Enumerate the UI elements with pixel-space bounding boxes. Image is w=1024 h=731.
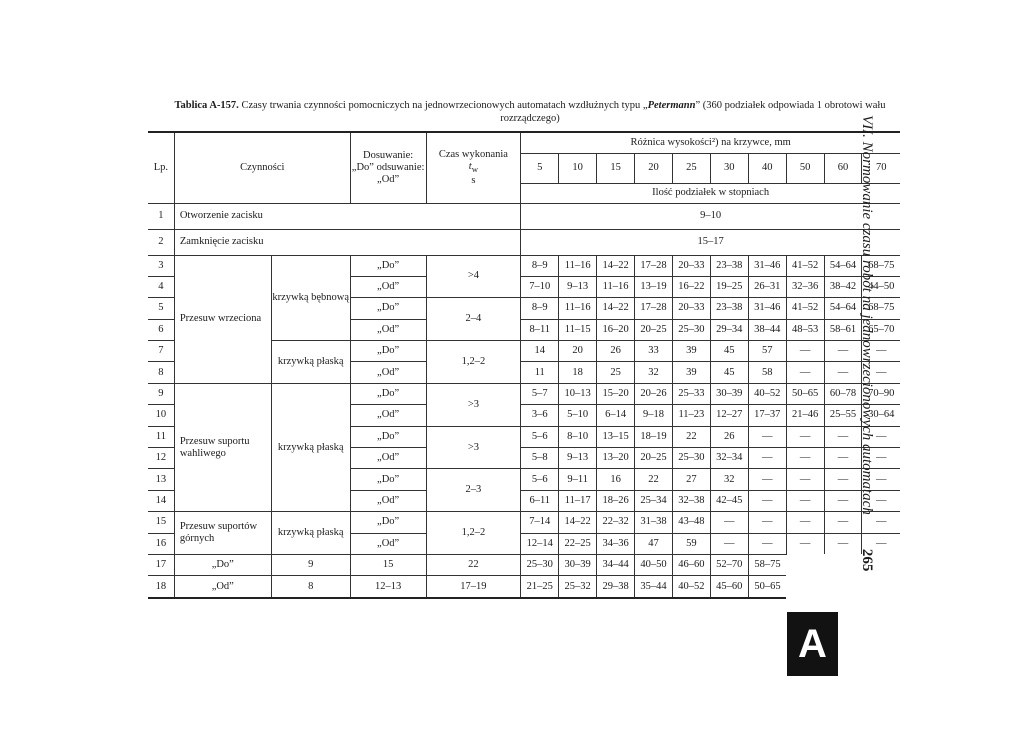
degree-value: 45–60 bbox=[710, 576, 748, 598]
degree-value: — bbox=[748, 426, 786, 447]
degree-value: 22 bbox=[635, 469, 673, 490]
degree-value: — bbox=[862, 533, 900, 554]
time-value: 1,2–2 bbox=[426, 512, 521, 555]
degree-value: 12–14 bbox=[521, 533, 559, 554]
degree-value: 7–10 bbox=[521, 276, 559, 297]
degree-value: 25–33 bbox=[672, 383, 710, 404]
time-value: >4 bbox=[426, 255, 521, 298]
row-number: 17 bbox=[148, 554, 174, 575]
operation-group: Przesuw suportu wahliwego bbox=[174, 383, 271, 511]
header-height-25: 25 bbox=[672, 153, 710, 183]
degree-value: 70–90 bbox=[862, 383, 900, 404]
header-height-70: 70 bbox=[862, 153, 900, 183]
degree-value: 23–38 bbox=[710, 255, 748, 276]
operation-name: Otworzenie zacisku bbox=[174, 203, 520, 229]
degree-value: 58–61 bbox=[824, 319, 862, 340]
span-value: 9–10 bbox=[521, 203, 900, 229]
degree-value: 30–39 bbox=[559, 554, 597, 575]
degree-value: 12–13 bbox=[350, 576, 426, 598]
degree-value: 8–9 bbox=[521, 298, 559, 319]
degree-value: 27 bbox=[672, 469, 710, 490]
header-czas-symbol: t bbox=[468, 160, 472, 172]
row-number: 1 bbox=[148, 203, 174, 229]
degree-value: — bbox=[862, 341, 900, 362]
degree-value: 11–15 bbox=[559, 319, 597, 340]
caption-text-after: ” (360 podziałek odpowiada 1 obrotowi wału rozrządczego) bbox=[500, 100, 886, 124]
degree-value: 34–36 bbox=[597, 533, 635, 554]
degree-value: — bbox=[786, 426, 824, 447]
header-height-5: 5 bbox=[521, 153, 559, 183]
direction: „Od” bbox=[174, 576, 271, 598]
degree-value: 31–46 bbox=[748, 255, 786, 276]
degree-value: 29–34 bbox=[710, 319, 748, 340]
table-number: Tablica A-157. bbox=[174, 100, 239, 111]
degree-value: — bbox=[786, 533, 824, 554]
degree-value: 54–64 bbox=[824, 255, 862, 276]
direction: „Od” bbox=[350, 405, 426, 426]
degree-value: 5–10 bbox=[559, 405, 597, 426]
degree-value: 59 bbox=[672, 533, 710, 554]
degree-value: — bbox=[824, 448, 862, 469]
degree-value: 5–6 bbox=[521, 469, 559, 490]
degree-value: 11–16 bbox=[559, 298, 597, 319]
direction: „Od” bbox=[350, 276, 426, 297]
degree-value: 14–22 bbox=[597, 298, 635, 319]
span-value: 15–17 bbox=[521, 229, 900, 255]
degree-value: — bbox=[710, 533, 748, 554]
table-row bbox=[148, 203, 900, 229]
table-row bbox=[148, 255, 900, 276]
row-number: 2 bbox=[148, 229, 174, 255]
row-number: 15 bbox=[148, 512, 174, 533]
degree-value: 25–34 bbox=[635, 490, 673, 511]
degree-value: 16 bbox=[597, 469, 635, 490]
degree-value: 30–64 bbox=[862, 405, 900, 426]
direction: „Do” bbox=[350, 426, 426, 447]
degree-value: 48–53 bbox=[786, 319, 824, 340]
degree-value: 21–46 bbox=[786, 405, 824, 426]
row-number: 16 bbox=[148, 533, 174, 554]
degree-value: 17–28 bbox=[635, 255, 673, 276]
degree-value: 33 bbox=[635, 341, 673, 362]
degree-value: 20–33 bbox=[672, 298, 710, 319]
degree-value: 17–19 bbox=[426, 576, 521, 598]
degree-value: 18–19 bbox=[635, 426, 673, 447]
degree-value: 60–78 bbox=[824, 383, 862, 404]
table-row bbox=[148, 512, 900, 533]
running-header bbox=[854, 115, 880, 655]
direction: „Od” bbox=[350, 448, 426, 469]
time-value: >3 bbox=[426, 383, 521, 426]
degree-value: 22–25 bbox=[559, 533, 597, 554]
header-czynnosci: Czynności bbox=[174, 132, 350, 203]
degree-value: 40–50 bbox=[635, 554, 673, 575]
degree-value: 44–50 bbox=[862, 276, 900, 297]
degree-value: 22–32 bbox=[597, 512, 635, 533]
degree-value: 11–16 bbox=[597, 276, 635, 297]
degree-value: 21–25 bbox=[521, 576, 559, 598]
degree-value: — bbox=[824, 362, 862, 383]
degree-value: 40–52 bbox=[748, 383, 786, 404]
degree-value: — bbox=[824, 512, 862, 533]
degree-value: 11–23 bbox=[672, 405, 710, 426]
degree-value: 43–48 bbox=[672, 512, 710, 533]
row-number: 13 bbox=[148, 469, 174, 490]
degree-value: 42–45 bbox=[710, 490, 748, 511]
degree-value: 9 bbox=[271, 554, 350, 575]
degree-value: 25–30 bbox=[672, 319, 710, 340]
degree-value: 68–75 bbox=[862, 255, 900, 276]
degree-value: 16–20 bbox=[597, 319, 635, 340]
table-row bbox=[148, 554, 900, 575]
direction: „Od” bbox=[350, 490, 426, 511]
row-number: 4 bbox=[148, 276, 174, 297]
degree-value: — bbox=[748, 512, 786, 533]
degree-value: 31–46 bbox=[748, 298, 786, 319]
degree-value: — bbox=[824, 490, 862, 511]
header-height-10: 10 bbox=[559, 153, 597, 183]
degree-value: 18 bbox=[559, 362, 597, 383]
caption-text-before: Czasy trwania czynności pomocniczych na jednowrzecionowych automatach wzdłużnych typu „ bbox=[241, 100, 648, 111]
degree-value: 9–11 bbox=[559, 469, 597, 490]
time-value: 2–3 bbox=[426, 469, 521, 512]
degree-value: 32–34 bbox=[710, 448, 748, 469]
degree-value: — bbox=[786, 362, 824, 383]
header-dosuwanie: Dosuwanie: „Do” odsuwanie: „Od” bbox=[350, 132, 426, 203]
degree-value: 19–25 bbox=[710, 276, 748, 297]
degree-value: — bbox=[748, 490, 786, 511]
degree-value: 54–64 bbox=[824, 298, 862, 319]
degree-value: 58–75 bbox=[748, 554, 786, 575]
degree-value: 25 bbox=[597, 362, 635, 383]
degree-value: 32 bbox=[710, 469, 748, 490]
degree-value: 16–22 bbox=[672, 276, 710, 297]
degree-value: — bbox=[862, 426, 900, 447]
header-ilosc: Ilość podziałek w stopniach bbox=[521, 183, 900, 203]
row-number: 9 bbox=[148, 383, 174, 404]
degree-value: 12–27 bbox=[710, 405, 748, 426]
header-height-15: 15 bbox=[597, 153, 635, 183]
page-number: 265 bbox=[859, 548, 875, 572]
degree-value: 30–39 bbox=[710, 383, 748, 404]
time-value: 1,2–2 bbox=[426, 341, 521, 384]
direction: „Do” bbox=[350, 469, 426, 490]
row-number: 18 bbox=[148, 576, 174, 598]
degree-value: — bbox=[824, 533, 862, 554]
degree-value: 7–14 bbox=[521, 512, 559, 533]
direction: „Do” bbox=[174, 554, 271, 575]
degree-value: 29–38 bbox=[597, 576, 635, 598]
degree-value: 13–19 bbox=[635, 276, 673, 297]
section-tab-letter: A bbox=[798, 622, 827, 666]
degree-value: 26–31 bbox=[748, 276, 786, 297]
degree-value: 17–37 bbox=[748, 405, 786, 426]
degree-value: 39 bbox=[672, 341, 710, 362]
degree-value: 22 bbox=[426, 554, 521, 575]
direction: „Do” bbox=[350, 341, 426, 362]
degree-value: 47 bbox=[635, 533, 673, 554]
degree-value: 40–52 bbox=[672, 576, 710, 598]
cam-type: krzywką płaską bbox=[271, 383, 350, 511]
degree-value: — bbox=[786, 448, 824, 469]
degree-value: — bbox=[786, 341, 824, 362]
degree-value: 10–13 bbox=[559, 383, 597, 404]
row-number: 3 bbox=[148, 255, 174, 276]
degree-value: 20 bbox=[559, 341, 597, 362]
degree-value: 14–22 bbox=[559, 512, 597, 533]
table-row bbox=[148, 576, 900, 598]
degree-value: 45 bbox=[710, 362, 748, 383]
degree-value: 23–38 bbox=[710, 298, 748, 319]
cam-type: krzywką płaską bbox=[271, 512, 350, 555]
degree-value: 32–36 bbox=[786, 276, 824, 297]
header-roznica: Różnica wysokości²) na krzywce, mm bbox=[521, 132, 900, 153]
header-height-20: 20 bbox=[635, 153, 673, 183]
direction: „Od” bbox=[350, 319, 426, 340]
header-height-60: 60 bbox=[824, 153, 862, 183]
cam-type: krzywką bębnową bbox=[271, 255, 350, 341]
row-number: 8 bbox=[148, 362, 174, 383]
time-value: >3 bbox=[426, 426, 521, 469]
degree-value: 39 bbox=[672, 362, 710, 383]
degree-value: 45 bbox=[710, 341, 748, 362]
degree-value: 14–22 bbox=[597, 255, 635, 276]
direction: „Od” bbox=[350, 533, 426, 554]
degree-value: 31–38 bbox=[635, 512, 673, 533]
row-number: 7 bbox=[148, 341, 174, 362]
degree-value: — bbox=[786, 469, 824, 490]
row-number: 6 bbox=[148, 319, 174, 340]
degree-value: 5–8 bbox=[521, 448, 559, 469]
operation-name: Zamknięcie zacisku bbox=[174, 229, 520, 255]
degree-value: 26 bbox=[597, 341, 635, 362]
time-value: 2–4 bbox=[426, 298, 521, 341]
table-caption bbox=[150, 99, 910, 125]
degree-value: 5–7 bbox=[521, 383, 559, 404]
direction: „Do” bbox=[350, 512, 426, 533]
degree-value: 26 bbox=[710, 426, 748, 447]
degree-value: 15 bbox=[350, 554, 426, 575]
degree-value: 46–60 bbox=[672, 554, 710, 575]
degree-value: — bbox=[862, 469, 900, 490]
degree-value: 65–70 bbox=[862, 319, 900, 340]
direction: „Do” bbox=[350, 383, 426, 404]
degree-value: 8–9 bbox=[521, 255, 559, 276]
degree-value: — bbox=[748, 469, 786, 490]
degree-value: 20–26 bbox=[635, 383, 673, 404]
row-number: 14 bbox=[148, 490, 174, 511]
operation-group: Przesuw suportów górnych bbox=[174, 512, 271, 555]
degree-value: 57 bbox=[748, 341, 786, 362]
header-czas bbox=[426, 132, 521, 203]
degree-value: — bbox=[824, 469, 862, 490]
degree-value: 20–33 bbox=[672, 255, 710, 276]
degree-value: 58 bbox=[748, 362, 786, 383]
degree-value: — bbox=[786, 490, 824, 511]
header-height-50: 50 bbox=[786, 153, 824, 183]
degree-value: 5–6 bbox=[521, 426, 559, 447]
degree-value: 8–11 bbox=[521, 319, 559, 340]
degree-value: 9–13 bbox=[559, 448, 597, 469]
degree-value: — bbox=[786, 512, 824, 533]
degree-value: 38–42 bbox=[824, 276, 862, 297]
table-row bbox=[148, 229, 900, 255]
degree-value: 50–65 bbox=[748, 576, 786, 598]
degree-value: 9–18 bbox=[635, 405, 673, 426]
degree-value: 25–30 bbox=[672, 448, 710, 469]
degree-value: 9–13 bbox=[559, 276, 597, 297]
header-czas-label: Czas wykonania bbox=[438, 148, 508, 160]
header-czas-sub: w bbox=[471, 163, 479, 174]
degree-value: 6–14 bbox=[597, 405, 635, 426]
degree-value: 17–28 bbox=[635, 298, 673, 319]
direction: „Do” bbox=[350, 255, 426, 276]
direction: „Od” bbox=[350, 362, 426, 383]
degree-value: 13–20 bbox=[597, 448, 635, 469]
degree-value: 18–26 bbox=[597, 490, 635, 511]
header-lp: Lp. bbox=[148, 132, 174, 203]
caption-machine-name: Petermann bbox=[647, 100, 696, 111]
degree-value: 3–6 bbox=[521, 405, 559, 426]
row-number: 5 bbox=[148, 298, 174, 319]
degree-value: — bbox=[862, 490, 900, 511]
degree-value: 35–44 bbox=[635, 576, 673, 598]
row-number: 11 bbox=[148, 426, 174, 447]
degree-value: 8 bbox=[271, 576, 350, 598]
cam-type: krzywką płaską bbox=[271, 341, 350, 384]
degree-value: 8–10 bbox=[559, 426, 597, 447]
header-height-30: 30 bbox=[710, 153, 748, 183]
degree-value: — bbox=[748, 448, 786, 469]
row-number: 12 bbox=[148, 448, 174, 469]
timing-table bbox=[148, 131, 900, 599]
degree-value: 22 bbox=[672, 426, 710, 447]
degree-value: 32 bbox=[635, 362, 673, 383]
header-height-40: 40 bbox=[748, 153, 786, 183]
header-czas-unit: s bbox=[471, 174, 476, 186]
degree-value: 50–65 bbox=[786, 383, 824, 404]
degree-value: 41–52 bbox=[786, 298, 824, 319]
degree-value: 13–15 bbox=[597, 426, 635, 447]
degree-value: 11 bbox=[521, 362, 559, 383]
degree-value: 25–32 bbox=[559, 576, 597, 598]
running-header-text: VII. Normowanie czasu robót na jednowrzecionowych automatach bbox=[859, 115, 875, 515]
degree-value: — bbox=[862, 512, 900, 533]
degree-value: 52–70 bbox=[710, 554, 748, 575]
degree-value: — bbox=[862, 362, 900, 383]
degree-value: 11–17 bbox=[559, 490, 597, 511]
degree-value: 68–75 bbox=[862, 298, 900, 319]
degree-value: 6–11 bbox=[521, 490, 559, 511]
degree-value: — bbox=[824, 426, 862, 447]
degree-value: — bbox=[710, 512, 748, 533]
degree-value: — bbox=[862, 448, 900, 469]
degree-value: 25–30 bbox=[521, 554, 559, 575]
degree-value: 20–25 bbox=[635, 319, 673, 340]
section-tab-marker bbox=[787, 612, 838, 676]
table-row bbox=[148, 383, 900, 404]
degree-value: 15–20 bbox=[597, 383, 635, 404]
degree-value: 34–44 bbox=[597, 554, 635, 575]
row-number: 10 bbox=[148, 405, 174, 426]
degree-value: — bbox=[824, 341, 862, 362]
degree-value: 14 bbox=[521, 341, 559, 362]
direction: „Do” bbox=[350, 298, 426, 319]
operation-group: Przesuw wrzeciona bbox=[174, 255, 271, 383]
degree-value: 41–52 bbox=[786, 255, 824, 276]
degree-value: — bbox=[748, 533, 786, 554]
degree-value: 20–25 bbox=[635, 448, 673, 469]
degree-value: 11–16 bbox=[559, 255, 597, 276]
degree-value: 25–55 bbox=[824, 405, 862, 426]
degree-value: 38–44 bbox=[748, 319, 786, 340]
degree-value: 32–38 bbox=[672, 490, 710, 511]
